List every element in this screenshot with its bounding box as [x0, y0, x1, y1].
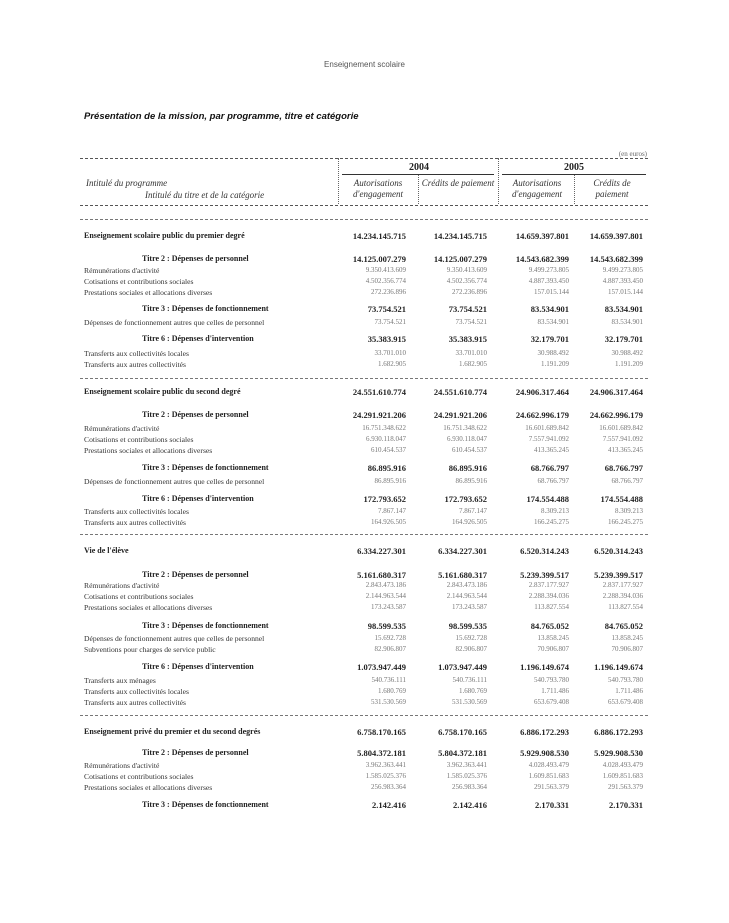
ae-2004-cell: 7.867.147 [378, 507, 406, 515]
cp-2005-cell: 4.028.493.479 [602, 761, 643, 769]
cp-2004-cell: 33.701.010 [455, 349, 487, 357]
row-label: Prestations sociales et allocations diverses [84, 603, 213, 612]
cp-2004-cell: 272.236.896 [452, 288, 487, 296]
col-header-cp-2005: Crédits de paiement [593, 178, 631, 199]
ae-2004-cell: 2.843.473.186 [365, 581, 406, 589]
cp-2005-cell: 84.765.052 [604, 621, 643, 631]
separator [80, 534, 648, 535]
ae-2004-cell: 4.502.356.774 [365, 277, 406, 285]
title-row [0, 410, 729, 420]
ae-2004-cell: 73.754.521 [367, 304, 406, 314]
category-row [0, 349, 729, 359]
cp-2005-cell: 1.196.149.674 [594, 662, 643, 672]
row-header-programme: Intitulé du programme [86, 178, 168, 188]
ae-2004-cell: 1.073.947.449 [357, 662, 406, 672]
ae-2005-cell: 413.365.245 [534, 446, 569, 454]
ae-2004-cell: 86.895.916 [374, 477, 406, 485]
row-header-titre: Intitulé du titre et de la catégorie [145, 190, 265, 200]
cp-2004-cell: 164.926.505 [452, 518, 487, 526]
ae-2005-cell: 24.906.317.464 [515, 387, 569, 397]
ae-2004-cell: 14.234.145.715 [352, 231, 406, 241]
ae-2004-cell: 24.551.610.774 [352, 387, 406, 397]
category-row [0, 698, 729, 708]
cp-2005-cell: 6.886.172.293 [594, 727, 643, 737]
row-label: Enseignement scolaire public du second degré [84, 387, 241, 396]
cp-2005-cell: 83.534.901 [604, 304, 643, 314]
ae-2004-cell: 86.895.916 [367, 463, 406, 473]
col-header-cp-2004: Crédits de paiement [421, 178, 495, 188]
row-label: Rémunérations d'activité [84, 266, 160, 275]
ae-2005-cell: 68.766.797 [537, 477, 569, 485]
cp-2005-cell: 166.245.275 [608, 518, 643, 526]
title-row [0, 662, 729, 672]
cp-2004-cell: 73.754.521 [448, 304, 487, 314]
ae-2005-cell: 70.906.807 [537, 645, 569, 653]
category-row [0, 592, 729, 602]
ae-2005-cell: 84.765.052 [530, 621, 569, 631]
programme-row [0, 231, 729, 241]
programme-row [0, 727, 729, 737]
ae-2005-cell: 83.534.901 [530, 304, 569, 314]
row-label: Enseignement scolaire public du premier degré [84, 231, 245, 240]
section-title: Présentation de la mission, par programme, titre et catégorie [84, 111, 359, 122]
ae-2004-cell: 15.692.728 [374, 634, 406, 642]
cp-2004-cell: 24.291.921.206 [433, 410, 487, 420]
row-label: Titre 3 : Dépenses de fonctionnement [142, 463, 269, 472]
cp-2004-cell: 35.383.915 [448, 334, 487, 344]
ae-2005-cell: 6.886.172.293 [520, 727, 569, 737]
category-row [0, 634, 729, 644]
cp-2004-cell: 14.234.145.715 [433, 231, 487, 241]
cp-2005-cell: 4.887.393.450 [602, 277, 643, 285]
ae-2004-cell: 16.751.348.622 [362, 424, 406, 432]
cp-2005-cell: 83.534.901 [611, 318, 643, 326]
cp-2004-cell: 82.906.807 [455, 645, 487, 653]
row-label: Cotisations et contributions sociales [84, 592, 194, 601]
category-row [0, 446, 729, 456]
cp-2004-cell: 2.142.416 [453, 800, 487, 810]
cp-2004-cell: 14.125.007.279 [433, 254, 487, 264]
cp-2005-cell: 13.858.245 [611, 634, 643, 642]
cp-2004-cell: 172.793.652 [444, 494, 487, 504]
cp-2004-cell: 15.692.728 [455, 634, 487, 642]
row-label: Titre 6 : Dépenses d'intervention [142, 494, 254, 503]
cp-2004-cell: 86.895.916 [448, 463, 487, 473]
ae-2005-cell: 13.858.245 [537, 634, 569, 642]
ae-2004-cell: 24.291.921.206 [352, 410, 406, 420]
cp-2005-cell: 14.659.397.801 [589, 231, 643, 241]
category-row [0, 772, 729, 782]
cp-2005-cell: 7.557.941.092 [602, 435, 643, 443]
col-header-ae-2004: Autorisations d'engagement [353, 178, 403, 199]
cp-2005-cell: 174.554.488 [600, 494, 643, 504]
row-label: Titre 2 : Dépenses de personnel [142, 570, 249, 579]
cp-2004-cell: 173.243.587 [452, 603, 487, 611]
ae-2005-cell: 7.557.941.092 [528, 435, 569, 443]
title-row [0, 334, 729, 344]
cp-2005-cell: 68.766.797 [611, 477, 643, 485]
row-label: Rémunérations d'activité [84, 424, 160, 433]
category-row [0, 288, 729, 298]
ae-2004-cell: 610.454.537 [371, 446, 406, 454]
row-label: Titre 3 : Dépenses de fonctionnement [142, 621, 269, 630]
row-label: Dépenses de fonctionnement autres que celles de personnel [84, 477, 265, 486]
row-label: Transferts aux collectivités locales [84, 507, 189, 516]
cp-2004-cell: 16.751.348.622 [443, 424, 487, 432]
cp-2005-cell: 70.906.807 [611, 645, 643, 653]
ae-2005-cell: 4.028.493.479 [528, 761, 569, 769]
cp-2004-cell: 6.334.227.301 [438, 546, 487, 556]
cp-2005-cell: 14.543.682.399 [589, 254, 643, 264]
ae-2005-cell: 8.309.213 [541, 507, 569, 515]
ae-2005-cell: 24.662.996.179 [515, 410, 569, 420]
ae-2004-cell: 1.682.905 [378, 360, 406, 368]
cp-2005-cell: 157.015.144 [608, 288, 643, 296]
ae-2005-cell: 291.563.379 [534, 783, 569, 791]
category-row [0, 687, 729, 697]
row-label: Titre 6 : Dépenses d'intervention [142, 334, 254, 343]
ae-2005-cell: 9.499.273.805 [528, 266, 569, 274]
category-row [0, 761, 729, 771]
ae-2005-cell: 2.837.177.927 [528, 581, 569, 589]
ae-2005-cell: 2.170.331 [535, 800, 569, 810]
ae-2005-cell: 14.659.397.801 [515, 231, 569, 241]
ae-2005-cell: 1.609.851.683 [528, 772, 569, 780]
ae-2005-cell: 1.711.486 [541, 687, 569, 695]
cp-2004-cell: 1.682.905 [459, 360, 487, 368]
ae-2004-cell: 6.334.227.301 [357, 546, 406, 556]
row-label: Titre 6 : Dépenses d'intervention [142, 662, 254, 671]
row-label: Transferts aux collectivités locales [84, 687, 189, 696]
cp-2005-cell: 291.563.379 [608, 783, 643, 791]
category-row [0, 603, 729, 613]
cp-2005-cell: 30.988.492 [611, 349, 643, 357]
cp-2005-cell: 5.239.399.517 [594, 570, 643, 580]
cp-2004-cell: 1.585.025.376 [446, 772, 487, 780]
cp-2005-cell: 1.711.486 [615, 687, 643, 695]
row-label: Rémunérations d'activité [84, 761, 160, 770]
row-label: Dépenses de fonctionnement autres que celles de personnel [84, 634, 265, 643]
cp-2004-cell: 9.350.413.609 [446, 266, 487, 274]
ae-2005-cell: 157.015.144 [534, 288, 569, 296]
ae-2004-cell: 9.350.413.609 [365, 266, 406, 274]
cp-2005-cell: 2.288.394.036 [602, 592, 643, 600]
programme-row [0, 387, 729, 397]
row-label: Transferts aux autres collectivités [84, 360, 186, 369]
category-row [0, 266, 729, 276]
ae-2005-cell: 30.988.492 [537, 349, 569, 357]
unit-label: (en euros) [618, 150, 647, 158]
ae-2004-cell: 256.983.364 [371, 783, 406, 791]
row-label: Transferts aux collectivités locales [84, 349, 189, 358]
cp-2005-cell: 1.609.851.683 [602, 772, 643, 780]
ae-2004-cell: 172.793.652 [363, 494, 406, 504]
ae-2005-cell: 5.239.399.517 [520, 570, 569, 580]
category-row [0, 676, 729, 686]
ae-2005-cell: 4.887.393.450 [528, 277, 569, 285]
cp-2005-cell: 540.793.780 [608, 676, 643, 684]
cp-2004-cell: 1.073.947.449 [438, 662, 487, 672]
ae-2005-cell: 540.793.780 [534, 676, 569, 684]
category-row [0, 581, 729, 591]
cp-2005-cell: 653.679.408 [608, 698, 643, 706]
cp-2005-cell: 68.766.797 [604, 463, 643, 473]
ae-2005-cell: 653.679.408 [534, 698, 569, 706]
category-row [0, 277, 729, 287]
row-label: Enseignement privé du premier et du second degrés [84, 727, 261, 736]
cp-2005-cell: 6.520.314.243 [594, 546, 643, 556]
row-label: Cotisations et contributions sociales [84, 435, 194, 444]
col-header-ae-2005: Autorisations d'engagement [512, 178, 562, 199]
cp-2004-cell: 7.867.147 [459, 507, 487, 515]
row-label: Transferts aux autres collectivités [84, 518, 186, 527]
cp-2005-cell: 24.662.996.179 [589, 410, 643, 420]
category-row [0, 435, 729, 445]
cp-2005-cell: 2.170.331 [609, 800, 643, 810]
ae-2004-cell: 5.161.680.317 [357, 570, 406, 580]
cp-2004-cell: 2.843.473.186 [446, 581, 487, 589]
ae-2004-cell: 173.243.587 [371, 603, 406, 611]
cp-2004-cell: 540.736.111 [452, 676, 487, 684]
ae-2004-cell: 6.758.170.165 [357, 727, 406, 737]
cp-2005-cell: 24.906.317.464 [589, 387, 643, 397]
ae-2005-cell: 83.534.901 [537, 318, 569, 326]
title-row [0, 463, 729, 473]
programme-row [0, 546, 729, 556]
cp-2004-cell: 531.530.569 [452, 698, 487, 706]
ae-2004-cell: 164.926.505 [371, 518, 406, 526]
category-row [0, 645, 729, 655]
cp-2004-cell: 86.895.916 [455, 477, 487, 485]
cp-2005-cell: 2.837.177.927 [602, 581, 643, 589]
cp-2004-cell: 5.161.680.317 [438, 570, 487, 580]
ae-2005-cell: 1.191.209 [541, 360, 569, 368]
title-row [0, 748, 729, 758]
row-label: Dépenses de fonctionnement autres que celles de personnel [84, 318, 265, 327]
cp-2004-cell: 256.983.364 [452, 783, 487, 791]
ae-2004-cell: 3.962.363.441 [365, 761, 406, 769]
ae-2004-cell: 33.701.010 [374, 349, 406, 357]
row-label: Titre 2 : Dépenses de personnel [142, 254, 249, 263]
cp-2005-cell: 32.179.701 [604, 334, 643, 344]
cp-2005-cell: 113.827.554 [608, 603, 643, 611]
category-row [0, 477, 729, 487]
row-label: Transferts aux ménages [84, 676, 156, 685]
row-label: Titre 3 : Dépenses de fonctionnement [142, 304, 269, 313]
ae-2004-cell: 2.144.963.544 [365, 592, 406, 600]
cp-2004-cell: 610.454.537 [452, 446, 487, 454]
cp-2005-cell: 413.365.245 [608, 446, 643, 454]
row-label: Cotisations et contributions sociales [84, 277, 194, 286]
title-row [0, 621, 729, 631]
ae-2004-cell: 14.125.007.279 [352, 254, 406, 264]
cp-2004-cell: 6.758.170.165 [438, 727, 487, 737]
ae-2004-cell: 2.142.416 [372, 800, 406, 810]
ae-2005-cell: 68.766.797 [530, 463, 569, 473]
ae-2004-cell: 272.236.896 [371, 288, 406, 296]
category-row [0, 507, 729, 517]
category-row [0, 518, 729, 528]
row-label: Titre 3 : Dépenses de fonctionnement [142, 800, 269, 809]
cp-2004-cell: 5.804.372.181 [438, 748, 487, 758]
separator [80, 219, 648, 220]
title-row [0, 304, 729, 314]
row-label: Prestations sociales et allocations diverses [84, 783, 213, 792]
ae-2005-cell: 6.520.314.243 [520, 546, 569, 556]
row-label: Vie de l'élève [84, 546, 129, 555]
cp-2004-cell: 73.754.521 [455, 318, 487, 326]
row-label: Subventions pour charges de service public [84, 645, 216, 654]
cp-2004-cell: 24.551.610.774 [433, 387, 487, 397]
page-header: Enseignement scolaire [324, 60, 405, 69]
cp-2004-cell: 1.680.769 [459, 687, 487, 695]
title-row [0, 494, 729, 504]
separator [80, 715, 648, 716]
cp-2004-cell: 3.962.363.441 [446, 761, 487, 769]
row-label: Rémunérations d'activité [84, 581, 160, 590]
cp-2004-cell: 2.144.963.544 [446, 592, 487, 600]
ae-2005-cell: 174.554.488 [526, 494, 569, 504]
ae-2005-cell: 5.929.908.530 [520, 748, 569, 758]
cp-2004-cell: 4.502.356.774 [446, 277, 487, 285]
ae-2005-cell: 32.179.701 [530, 334, 569, 344]
ae-2004-cell: 531.530.569 [371, 698, 406, 706]
cp-2004-cell: 6.930.118.047 [447, 435, 487, 443]
ae-2005-cell: 1.196.149.674 [520, 662, 569, 672]
cp-2005-cell: 1.191.209 [615, 360, 643, 368]
ae-2004-cell: 5.804.372.181 [357, 748, 406, 758]
cp-2005-cell: 9.499.273.805 [602, 266, 643, 274]
row-label: Titre 2 : Dépenses de personnel [142, 410, 249, 419]
year-2004: 2004 [409, 162, 429, 173]
title-row [0, 570, 729, 580]
separator [80, 378, 648, 379]
ae-2004-cell: 35.383.915 [367, 334, 406, 344]
ae-2004-cell: 6.930.118.047 [366, 435, 406, 443]
row-label: Prestations sociales et allocations diverses [84, 446, 213, 455]
row-label: Transferts aux autres collectivités [84, 698, 186, 707]
ae-2005-cell: 113.827.554 [534, 603, 569, 611]
title-row [0, 254, 729, 264]
ae-2004-cell: 1.585.025.376 [365, 772, 406, 780]
category-row [0, 783, 729, 793]
row-label: Titre 2 : Dépenses de personnel [142, 748, 249, 757]
cp-2005-cell: 8.309.213 [615, 507, 643, 515]
ae-2004-cell: 540.736.111 [371, 676, 406, 684]
row-label: Cotisations et contributions sociales [84, 772, 194, 781]
ae-2005-cell: 14.543.682.399 [515, 254, 569, 264]
ae-2004-cell: 82.906.807 [374, 645, 406, 653]
ae-2005-cell: 2.288.394.036 [528, 592, 569, 600]
ae-2005-cell: 16.601.689.842 [525, 424, 569, 432]
row-label: Prestations sociales et allocations diverses [84, 288, 213, 297]
ae-2005-cell: 166.245.275 [534, 518, 569, 526]
ae-2004-cell: 98.599.535 [367, 621, 406, 631]
cp-2005-cell: 16.601.689.842 [599, 424, 643, 432]
category-row [0, 424, 729, 434]
category-row [0, 318, 729, 328]
ae-2004-cell: 73.754.521 [374, 318, 406, 326]
ae-2004-cell: 1.680.769 [378, 687, 406, 695]
cp-2004-cell: 98.599.535 [448, 621, 487, 631]
category-row [0, 360, 729, 370]
title-row [0, 800, 729, 810]
year-2005: 2005 [564, 162, 584, 173]
cp-2005-cell: 5.929.908.530 [594, 748, 643, 758]
